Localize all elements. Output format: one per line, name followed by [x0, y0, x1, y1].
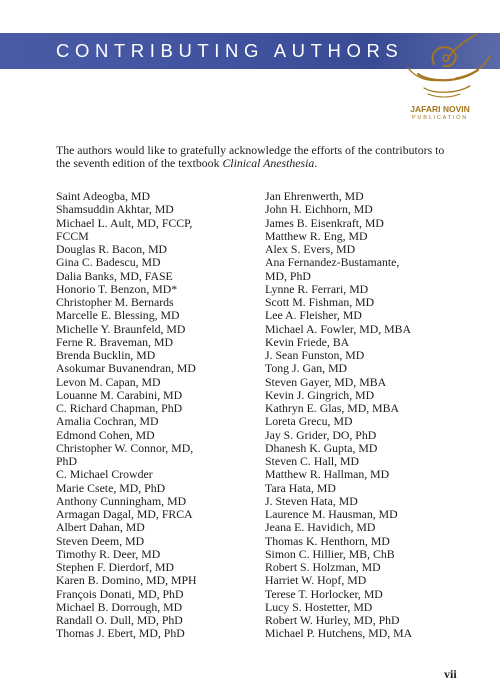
author-entry: François Donati, MD, PhD [56, 586, 184, 601]
author-entry: Timothy R. Deer, MD [56, 546, 161, 561]
author-entry: Gina C. Badescu, MD [56, 255, 161, 270]
author-entry: Matthew R. Eng, MD [265, 228, 368, 243]
author-entry: Ana Fernandez-Bustamante, [265, 255, 400, 270]
author-entry: Levon M. Capan, MD [56, 374, 161, 389]
author-entry: Dalia Banks, MD, FASE [56, 268, 173, 283]
author-entry: Saint Adeogba, MD [56, 189, 151, 203]
acknowledgement-text: The authors would like to gratefully acknowledge the efforts of the contributors to the seventh edition of the textbook [56, 143, 445, 170]
book-title: Clinical Anesthesia [222, 156, 315, 170]
author-entry: Stephen F. Dierdorf, MD [56, 560, 174, 574]
author-entry: Jan Ehrenwerth, MD [265, 189, 364, 203]
author-entry: Robert W. Hurley, MD, PhD [265, 613, 400, 627]
author-entry: Jeana E. Havidich, MD [265, 520, 376, 535]
author-entry: Christopher W. Connor, MD, [56, 440, 194, 455]
author-entry: Armagan Dagal, MD, FRCA [56, 507, 193, 521]
author-entry: Scott M. Fishman, MD [265, 295, 375, 309]
author-entry: Steven Gayer, MD, MBA [265, 374, 387, 389]
publisher-logo-icon [398, 28, 494, 104]
author-entry: Lynne R. Ferrari, MD [265, 281, 369, 296]
author-entry: Marcelle E. Blessing, MD [56, 308, 180, 323]
author-entry: Albert Dahan, MD [56, 520, 145, 535]
author-entry: Christopher M. Bernards [56, 295, 174, 309]
authors-column-left [56, 190, 256, 641]
author-entry: Simon C. Hillier, MB, ChB [265, 546, 395, 561]
author-entry: James B. Eisenkraft, MD [265, 215, 384, 230]
author-entry: Thomas K. Henthorn, MD [265, 533, 390, 548]
author-entry: Loreta Grecu, MD [265, 414, 353, 429]
author-entry: Douglas R. Bacon, MD [56, 242, 168, 256]
author-entry: Harriet W. Hopf, MD [265, 573, 367, 588]
author-entry: Randall O. Dull, MD, PhD [56, 613, 183, 627]
author-entry: Amalia Cochran, MD [56, 414, 159, 429]
author-entry: C. Richard Chapman, PhD [56, 401, 183, 415]
author-entry: Michael A. Fowler, MD, MBA [265, 321, 411, 336]
author-entry: J. Sean Funston, MD [265, 348, 365, 362]
author-entry: Asokumar Buvanendran, MD [56, 361, 196, 376]
author-entry: Thomas J. Ebert, MD, PhD [56, 626, 185, 641]
author-entry: Kevin J. Gingrich, MD [265, 387, 375, 402]
author-entry: Tong J. Gan, MD [265, 361, 348, 376]
author-entry: Michelle Y. Braunfeld, MD [56, 321, 186, 336]
authors-column-right [265, 190, 465, 641]
author-entry: Dhanesh K. Gupta, MD [265, 440, 378, 455]
author-entry: Ferne R. Braveman, MD [56, 334, 173, 349]
author-entry: Lee A. Fleisher, MD [265, 308, 362, 323]
author-entry: Michael B. Dorrough, MD [56, 599, 183, 614]
author-entry: Steven C. Hall, MD [265, 454, 360, 468]
author-entry: C. Michael Crowder [56, 467, 153, 482]
page-title: CONTRIBUTING AUTHORS [56, 40, 404, 61]
author-entry: Marie Csete, MD, PhD [56, 480, 166, 495]
author-entry: Laurence M. Hausman, MD [265, 507, 398, 521]
author-entry: Honorio T. Benzon, MD* [56, 281, 178, 296]
author-entry: Shamsuddin Akhtar, MD [56, 202, 174, 217]
author-entry: Matthew R. Hallman, MD [265, 467, 390, 482]
author-entry: Anthony Cunningham, MD [56, 493, 187, 508]
author-entry: Terese T. Horlocker, MD [265, 586, 383, 601]
author-entry: Louanne M. Carabini, MD [56, 387, 183, 402]
author-entry: MD, PhD [265, 268, 311, 283]
author-entry: Edmond Cohen, MD [56, 427, 155, 442]
author-entry: Michael L. Ault, MD, FCCP, [56, 215, 193, 230]
author-entry: Jay S. Grider, DO, PhD [265, 427, 377, 442]
author-entry: John H. Eichhorn, MD [265, 202, 373, 217]
author-entry: Lucy S. Hostetter, MD [265, 599, 373, 614]
author-entry: Robert S. Holzman, MD [265, 560, 381, 574]
author-entry: Alex S. Evers, MD [265, 242, 356, 256]
author-entry: FCCM [56, 228, 89, 243]
author-entry: J. Steven Hata, MD [265, 493, 358, 508]
author-entry: Steven Deem, MD [56, 533, 145, 548]
author-entry: Kathryn E. Glas, MD, MBA [265, 401, 400, 415]
publisher-subtitle: PUBLICATION [411, 115, 469, 121]
author-entry: Karen B. Domino, MD, MPH [56, 573, 197, 588]
author-entry: Kevin Friede, BA [265, 334, 350, 349]
acknowledgement-end: . [314, 156, 318, 170]
author-entry: Michael P. Hutchens, MD, MA [265, 626, 413, 641]
page-number: vii [444, 667, 457, 681]
author-entry: PhD [56, 454, 77, 468]
author-entry: Brenda Bucklin, MD [56, 348, 156, 362]
acknowledgement-paragraph [56, 144, 460, 170]
publisher-name: JAFARI NOVIN [410, 104, 470, 114]
author-entry: Tara Hata, MD [265, 480, 336, 495]
